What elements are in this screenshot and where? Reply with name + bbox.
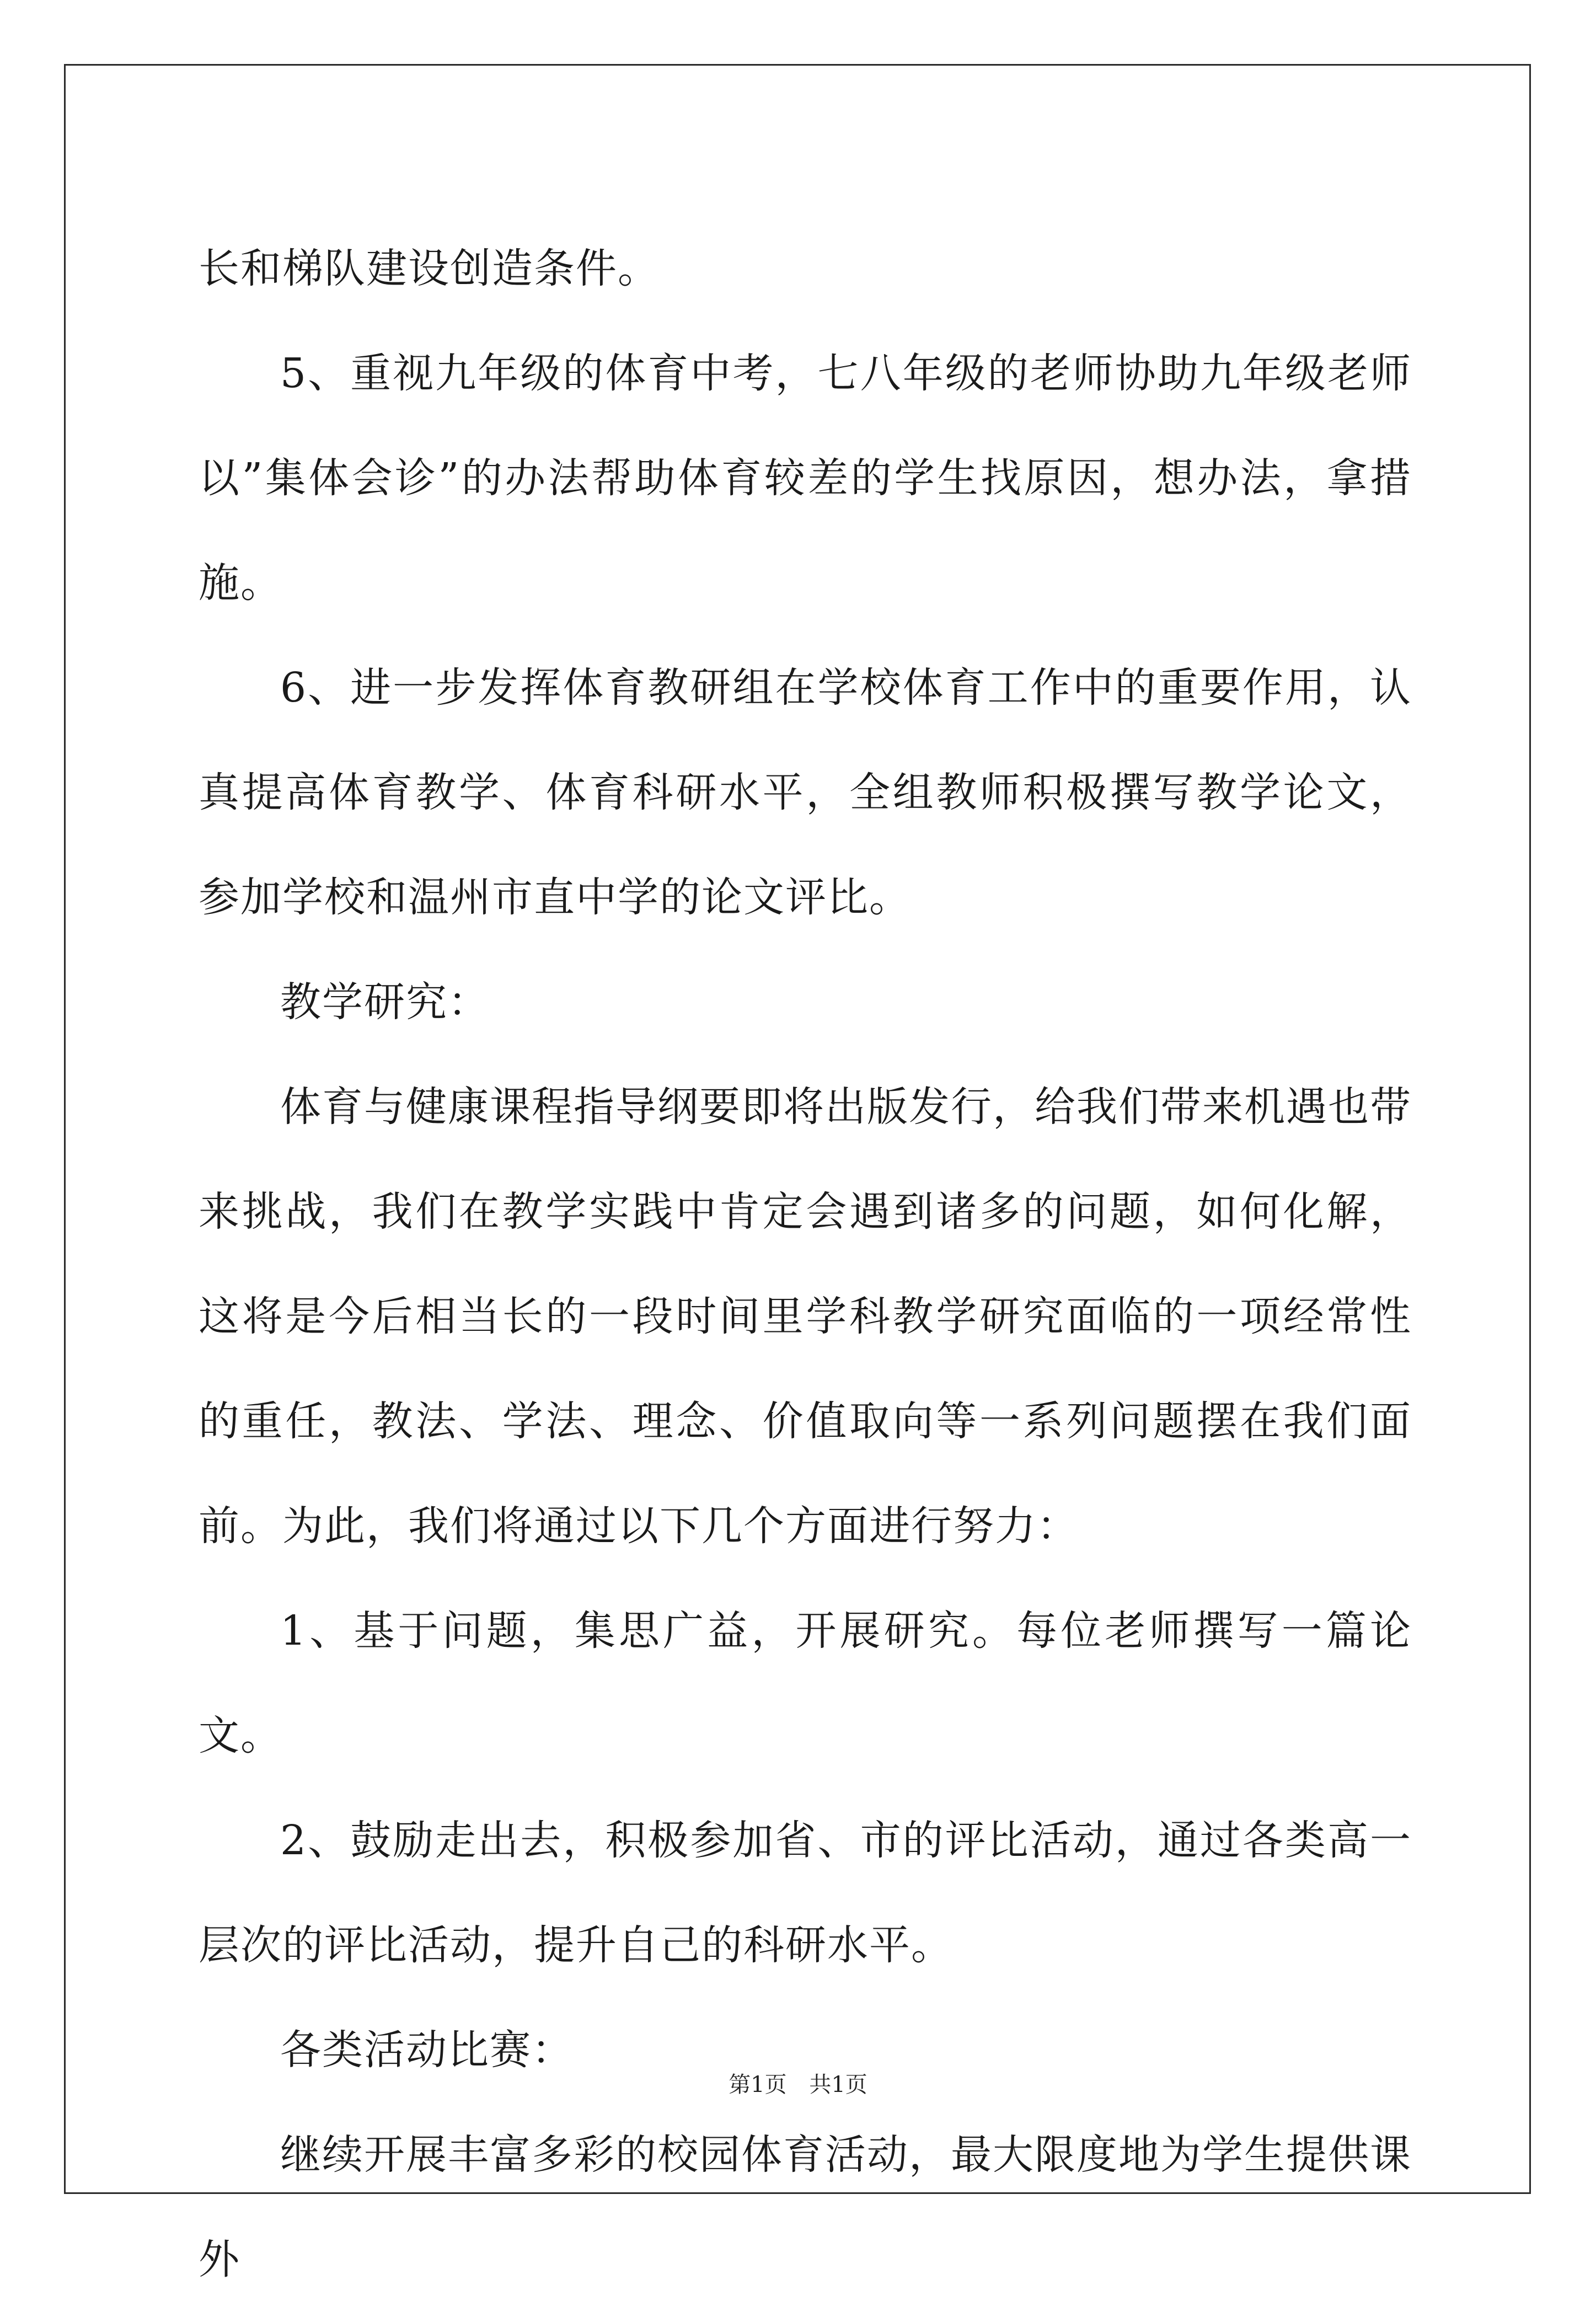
section-heading-activities: 各类活动比赛： xyxy=(280,2026,574,2074)
paragraph-continuation: 长和梯队建设创造条件。 xyxy=(199,245,660,292)
paragraph-research-item-2: 2、鼓励走出去，积极参加省、市的评比活动，通过各类高一层次的评比活动，提升自己的科研水平。 xyxy=(199,1817,1412,1969)
document-body xyxy=(199,216,1412,2312)
paragraph-activities: 继续开展丰富多彩的校园体育活动，最大限度地为学生提供课外 xyxy=(199,2131,1412,2283)
page-footer xyxy=(0,2067,1596,2099)
paragraph-research-item-1: 1、基于问题，集思广益，开展研究。每位老师撰写一篇论文。 xyxy=(199,1607,1412,1759)
current-page-number: 第1页 xyxy=(729,2072,787,2097)
total-page-count: 共1页 xyxy=(809,2072,867,2097)
paragraph-item-6: 6、进一步发挥体育教研组在学校体育工作中的重要作用，认真提高体育教学、体育科研水平，全组教师积极撰写教学论文，参加学校和温州市直中学的论文评比。 xyxy=(199,664,1412,921)
section-heading-teaching-research: 教学研究： xyxy=(280,978,490,1026)
paragraph-teaching-research: 体育与健康课程指导纲要即将出版发行，给我们带来机遇也带来挑战，我们在教学实践中肯定会遇到诸多的问题，如何化解，这将是今后相当长的一段时间里学科教学研究面临的一项经常性的重任，教法、学法、理念、价值取向等一系列问题摆在我们面前。为此，我们将通过以下几个方面进行努力： xyxy=(199,1083,1412,1550)
paragraph-item-5: 5、重视九年级的体育中考，七八年级的老师协助九年级老师以”集体会诊”的办法帮助体育较差的学生找原因，想办法，拿措施。 xyxy=(199,350,1412,607)
